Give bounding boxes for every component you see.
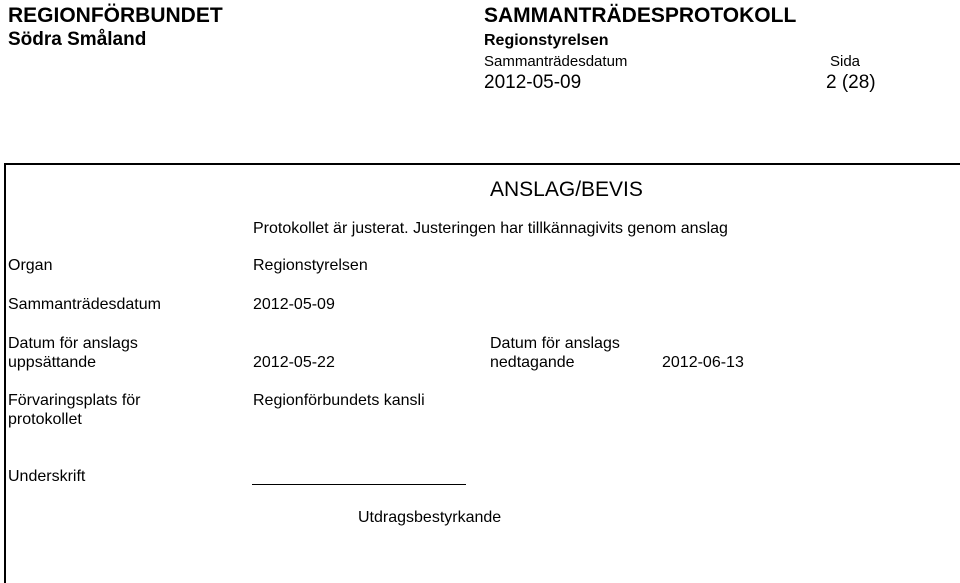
removal-date-label-line1: Datum för anslags xyxy=(490,335,620,352)
removal-date-value: 2012-06-13 xyxy=(662,354,744,371)
meeting-date-label: Sammanträdesdatum xyxy=(484,53,628,70)
certification-label: Utdragsbestyrkande xyxy=(358,509,502,526)
storage-label-line2: protokollet xyxy=(8,411,82,428)
notice-title: ANSLAG/BEVIS xyxy=(490,178,643,201)
committee-name: Regionstyrelsen xyxy=(484,32,609,49)
removal-date-label-line2: nedtagande xyxy=(490,354,575,371)
signature-label: Underskrift xyxy=(8,468,86,485)
notice-statement: Protokollet är justerat. Justeringen har tillkännagivits genom anslag xyxy=(253,220,728,237)
organ-value: Regionstyrelsen xyxy=(253,257,368,274)
meeting-date-row-value: 2012-05-09 xyxy=(253,296,335,313)
page-number: 2 (28) xyxy=(826,72,876,93)
organization-name: REGIONFÖRBUNDET xyxy=(8,4,223,27)
signature-line xyxy=(252,484,466,485)
meeting-date-value: 2012-05-09 xyxy=(484,72,582,93)
organization-region: Södra Småland xyxy=(8,29,147,50)
page-label: Sida xyxy=(830,53,861,70)
posting-date-label-line2: uppsättande xyxy=(8,354,97,371)
storage-label-line1: Förvaringsplats för xyxy=(8,392,141,409)
meeting-date-row-label: Sammanträdesdatum xyxy=(8,296,161,313)
storage-value: Regionförbundets kansli xyxy=(253,392,425,409)
posting-date-label-line1: Datum för anslags xyxy=(8,335,138,352)
document-title: SAMMANTRÄDESPROTOKOLL xyxy=(484,4,797,27)
organ-label: Organ xyxy=(8,257,53,274)
posting-date-value: 2012-05-22 xyxy=(253,354,335,371)
